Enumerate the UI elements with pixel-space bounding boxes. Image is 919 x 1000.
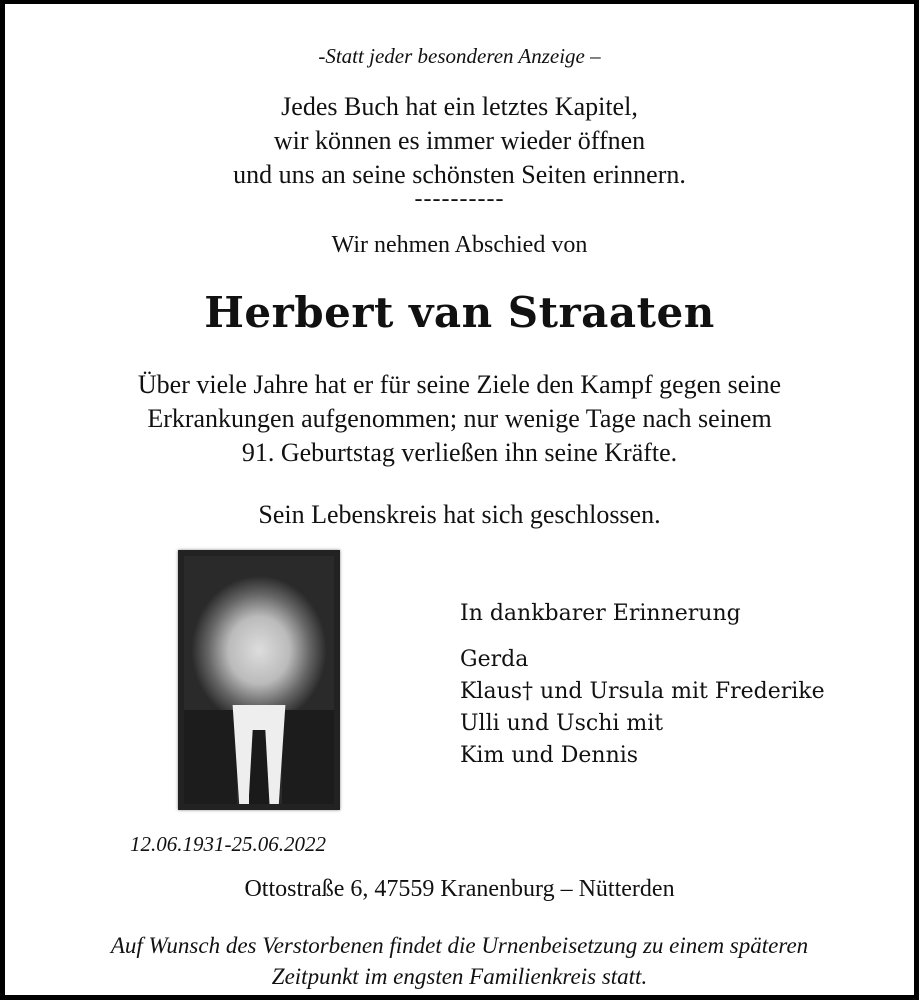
bio-line: Erkrankungen aufgenommen; nur wenige Tage nach seinem: [147, 404, 772, 433]
family-heading: In dankbarer Erinnerung: [460, 601, 741, 626]
burial-notice-line: Zeitpunkt im engsten Familienkreis statt.: [271, 964, 648, 989]
burial-notice: [5, 930, 914, 992]
bio-line: 91. Geburtstag verließen ihn seine Kräfte.: [241, 438, 678, 467]
family-member: Kim und Dennis: [460, 743, 639, 768]
biography: [5, 368, 914, 470]
family-block: [460, 598, 825, 772]
burial-notice-line: Auf Wunsch des Verstorbenen findet die Urnenbeisetzung zu einem späteren: [110, 933, 809, 958]
sweater-left-shape: [184, 710, 237, 804]
farewell-line: Wir nehmen Abschied von: [331, 232, 588, 258]
address: Ottostraße 6, 47559 Kranenburg – Nütterden: [244, 876, 675, 902]
portrait-photo: [184, 556, 334, 804]
bio-line: Über viele Jahre hat er für seine Ziele den Kampf gegen seine: [137, 370, 782, 399]
poem-line: wir können es immer wieder öffnen: [273, 126, 646, 155]
family-member: Gerda: [460, 647, 529, 672]
poem-line: Jedes Buch hat ein letztes Kapitel,: [281, 92, 638, 121]
closing-line: Sein Lebenskreis hat sich geschlossen.: [258, 500, 661, 529]
portrait-frame: [178, 550, 340, 810]
poem: [5, 90, 914, 192]
family-member: Klaus† und Ursula mit Frederike: [460, 679, 825, 704]
obituary-notice: [5, 4, 914, 995]
poem-line: und uns an seine schönsten Seiten erinnern.: [233, 160, 686, 189]
divider: ----------: [414, 186, 505, 212]
life-dates: 12.06.1931-25.06.2022: [130, 832, 326, 856]
family-member: Ulli und Uschi mit: [460, 711, 664, 736]
deceased-name: Herbert van Straaten: [204, 288, 715, 337]
subtitle: -Statt jeder besonderen Anzeige –: [318, 44, 601, 68]
sweater-right-shape: [282, 710, 335, 804]
